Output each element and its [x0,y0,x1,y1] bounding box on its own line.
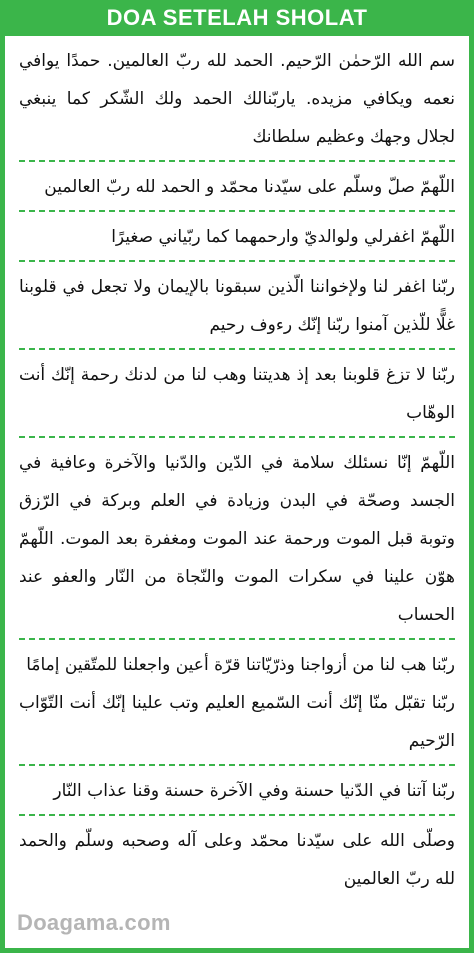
divider [19,814,455,816]
page-title: DOA SETELAH SHOLAT [106,5,368,30]
prayer-content [5,36,469,898]
prayer-paragraph-opening: سم الله الرّحمٰن الرّحيم. الحمد لله ربّ العالمين. حمدًا يوافي نعمه ويكافي مزيده. ياربّنالك الحمد ولك الشّكر كما ينبغي لجلال وجهك وعظيم سلطانك [19,51,455,147]
divider [19,160,455,162]
prayer-paragraph-safety: اللّهمّ إنّا نسئلك سلامة في الدّين والدّنيا والآخرة وعافية في الجسد وصحّة في البدن وزيادة في العلم وبركة في الرّزق وتوبة قبل الموت ورحمة عند الموت ومغفرة بعد الموت. اللّهمّ هوّن علينا في سكرات الموت والنّجاة من النّار والعفو عند الحساب [19,453,455,625]
divider [19,260,455,262]
prayer-paragraph-shalawat: اللّهمّ صلّ وسلّم على سيّدنا محمّد و الحمد لله ربّ العالمين [44,177,455,197]
prayer-paragraph-goodness: ربّنا آتنا في الدّنيا حسنة وفي الآخرة حسنة وقنا عذاب النّار [53,781,455,801]
divider [19,638,455,640]
prayer-paragraph-acceptance: ربّنا تقبّل منّا إنّك أنت السّميع العليم وتب علينا إنّك أنت التّوّاب الرّحيم [19,693,455,751]
site-watermark: Doagama.com [17,910,171,935]
divider [19,436,455,438]
prayer-paragraph-family: ربّنا هب لنا من أزواجنا وذرّيّاتنا قرّة أعين واجعلنا للمتّقين إمامًا [26,655,455,675]
prayer-paragraph-closing: وصلّى الله على سيّدنا محمّد وعلى آله وصحبه وسلّم والحمد لله ربّ العالمين [19,831,455,889]
divider [19,210,455,212]
prayer-paragraph-parents: اللّهمّ اغفرلي ولوالديّ وارحمهما كما ربّياني صغيرًا [111,227,455,247]
divider [19,764,455,766]
page-title-banner [0,0,474,36]
divider [19,348,455,350]
prayer-paragraph-brothers: ربّنا اغفر لنا ولإخواننا الّذين سبقونا بالإيمان ولا تجعل في قلوبنا غلًّا للّذين آمنوا ربّنا إنّك رءوف رحيم [19,277,455,335]
prayer-paragraph-hearts: ربّنا لا تزغ قلوبنا بعد إذ هديتنا وهب لنا من لدنك رحمة إنّك أنت الوهّاب [19,365,455,423]
